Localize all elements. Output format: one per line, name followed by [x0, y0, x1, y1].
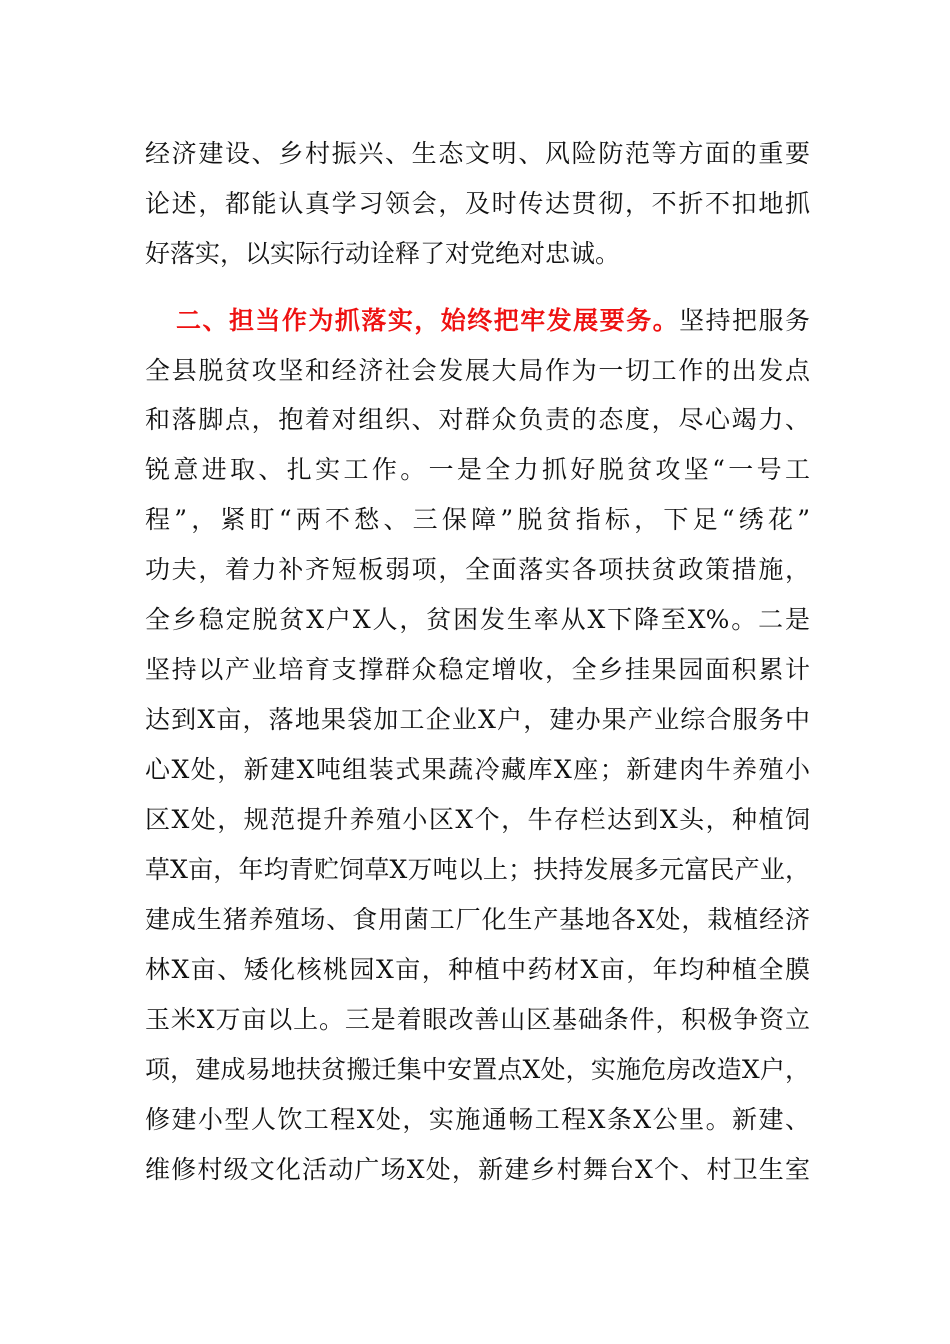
paragraph-line: 锐意进取、扎实工作。一是全力抓好脱贫攻坚“一号工	[145, 455, 810, 484]
paragraph-line: 达到X亩，落地果袋加工企业X户，建办果产业综合服务中	[145, 705, 810, 734]
paragraph-line: 项，建成易地扶贫搬迁集中安置点X处，实施危房改造X户，	[145, 1055, 810, 1084]
paragraph-line: 论述，都能认真学习领会，及时传达贯彻，不折不扣地抓	[145, 189, 810, 218]
paragraph-line: 功夫，着力补齐短板弱项，全面落实各项扶贫政策措施，	[145, 555, 810, 584]
paragraph-line: 心X处，新建X吨组装式果蔬冷藏库X座；新建肉牛养殖小	[145, 755, 810, 784]
paragraph-line: 全县脱贫攻坚和经济社会发展大局作为一切工作的出发点	[145, 356, 810, 385]
paragraph-line: 好落实，以实际行动诠释了对党绝对忠诚。	[145, 239, 621, 268]
paragraph-line: 区X处，规范提升养殖小区X个，牛存栏达到X头，种植饲	[145, 805, 810, 834]
paragraph-line: 和落脚点，抱着对组织、对群众负责的态度，尽心竭力、	[145, 405, 810, 434]
section-heading: 二、担当作为抓落实，始终把牢发展要务。	[176, 306, 680, 335]
paragraph-line: 经济建设、乡村振兴、生态文明、风险防范等方面的重要	[145, 139, 810, 168]
heading-line-continuation: 坚持把服务	[679, 306, 810, 335]
paragraph-line: 修建小型人饮工程X处，实施通畅工程X条X公里。新建、	[145, 1105, 810, 1134]
paragraph-line: 林X亩、矮化核桃园X亩，种植中药材X亩，年均种植全膜	[145, 955, 810, 984]
paragraph-line: 草X亩，年均青贮饲草X万吨以上；扶持发展多元富民产业，	[145, 855, 810, 884]
paragraph-line: 坚持以产业培育支撑群众稳定增收，全乡挂果园面积累计	[145, 655, 810, 684]
paragraph-line: 维修村级文化活动广场X处，新建乡村舞台X个、村卫生室	[145, 1155, 810, 1184]
section-heading-line	[176, 301, 810, 341]
paragraph-line: 程”，紧盯“两不愁、三保障”脱贫指标，下足“绣花”	[145, 505, 810, 534]
paragraph-line: 全乡稳定脱贫X户X人，贫困发生率从X下降至X%。二是	[145, 605, 810, 634]
paragraph-line: 玉米X万亩以上。三是着眼改善山区基础条件，积极争资立	[145, 1005, 810, 1034]
paragraph-line: 建成生猪养殖场、食用菌工厂化生产基地各X处，栽植经济	[145, 905, 810, 934]
